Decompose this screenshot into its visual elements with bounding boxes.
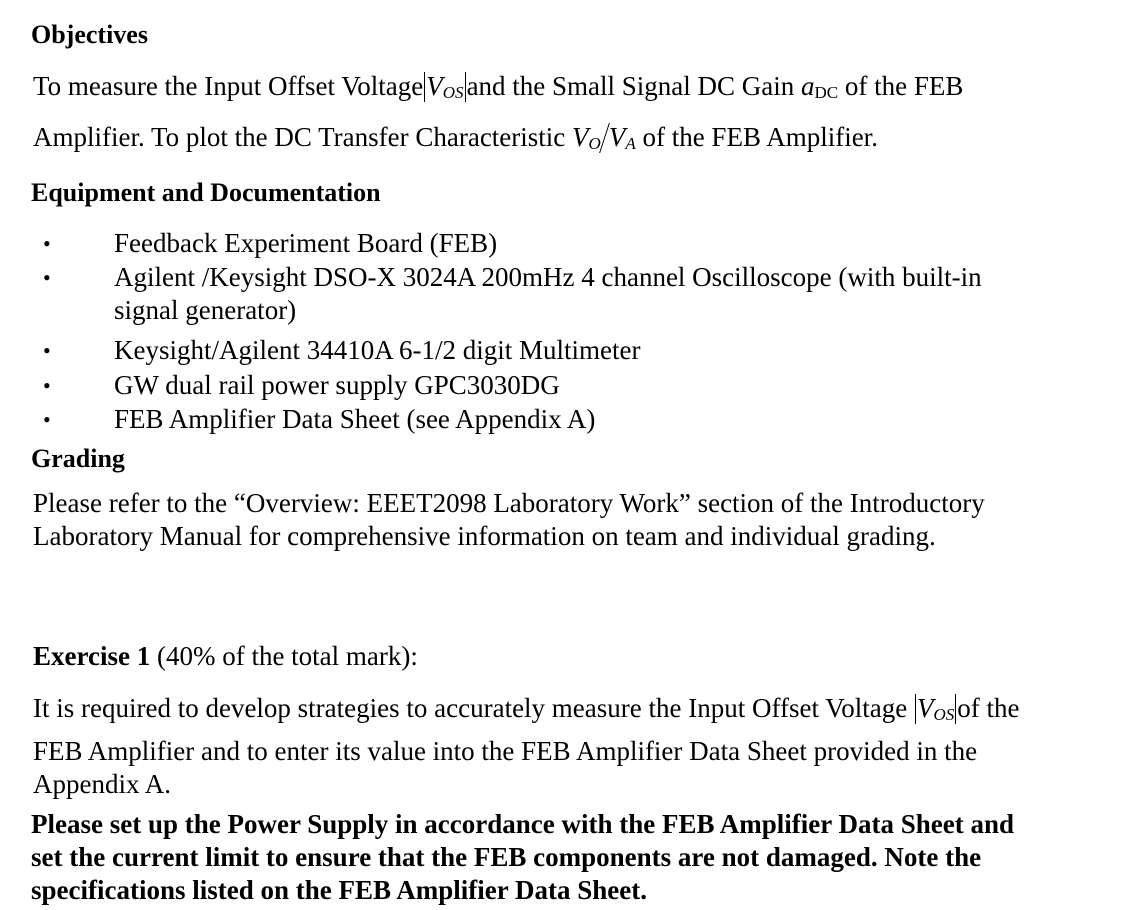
grading-heading: Grading bbox=[31, 444, 125, 473]
adc-symbol: a bbox=[801, 71, 815, 101]
exercise-1-label: Exercise 1 bbox=[33, 641, 151, 671]
vo-subscript: O bbox=[588, 134, 601, 153]
objectives-line-2 bbox=[33, 121, 878, 160]
grading-line: Please refer to the “Overview: EEET2098 Laboratory Work” section of the Introductory bbox=[33, 488, 985, 518]
objectives-heading: Objectives bbox=[31, 20, 148, 49]
abs-bar-right bbox=[465, 72, 466, 102]
objectives-text: of the FEB Amplifier. bbox=[642, 122, 878, 152]
vo-symbol: V bbox=[572, 122, 589, 152]
bullet-glyph: • bbox=[43, 231, 51, 256]
list-item-text: Feedback Experiment Board (FEB) bbox=[114, 228, 498, 258]
power-supply-note-line: Please set up the Power Supply in accordance with the FEB Amplifier Data Sheet and bbox=[31, 809, 1014, 839]
adc-subscript: DC bbox=[814, 83, 839, 102]
power-supply-note-line: set the current limit to ensure that the FEB components are not damaged. Note the bbox=[31, 842, 982, 872]
exercise-1-paragraph bbox=[33, 735, 977, 801]
abs-bar-left bbox=[915, 694, 916, 724]
objectives-text: To measure the Input Offset Voltage bbox=[33, 71, 424, 101]
exercise-1-line: FEB Amplifier and to enter its value into the FEB Amplifier Data Sheet provided in the bbox=[33, 736, 978, 766]
exercise-1-line-1 bbox=[33, 692, 1019, 731]
list-item-text: GW dual rail power supply GPC3030DG bbox=[114, 370, 560, 400]
vos-subscript: OS bbox=[933, 705, 955, 724]
equipment-heading: Equipment and Documentation bbox=[31, 178, 381, 207]
objectives-line-1 bbox=[33, 70, 963, 109]
vos-symbol: V bbox=[426, 71, 443, 101]
va-symbol: V bbox=[608, 122, 626, 152]
grading-paragraph bbox=[33, 487, 985, 553]
list-item-text: FEB Amplifier Data Sheet (see Appendix A) bbox=[114, 404, 596, 434]
exercise-1-title bbox=[33, 640, 418, 673]
exercise-1-weight: (40% of the total mark): bbox=[156, 641, 418, 671]
bullet-glyph: • bbox=[43, 407, 51, 432]
objectives-text: Amplifier. To plot the DC Transfer Characteristic bbox=[33, 122, 566, 152]
objectives-text: and the Small Signal DC Gain bbox=[466, 71, 795, 101]
bullet-glyph: • bbox=[43, 265, 51, 290]
vos-symbol: V bbox=[916, 693, 934, 723]
list-item-text: Keysight/Agilent 34410A 6-1/2 digit Multimeter bbox=[114, 335, 641, 365]
grading-line: Laboratory Manual for comprehensive information on team and individual grading. bbox=[33, 521, 936, 551]
exercise-1-text: of the bbox=[957, 693, 1020, 723]
exercise-1-text: It is required to develop strategies to accurately measure the Input Offset Voltage bbox=[33, 693, 908, 723]
bullet-glyph: • bbox=[43, 373, 51, 398]
va-subscript: A bbox=[625, 134, 636, 153]
vos-subscript: OS bbox=[442, 83, 464, 102]
power-supply-note-line: specifications listed on the FEB Amplifier Data Sheet. bbox=[31, 875, 647, 905]
list-item-text: Agilent /Keysight DSO-X 3024A 200mHz 4 channel Oscilloscope (with built-in bbox=[114, 262, 982, 292]
power-supply-note bbox=[31, 808, 1014, 907]
list-item-text: signal generator) bbox=[114, 295, 297, 325]
bullet-glyph: • bbox=[43, 338, 51, 363]
objectives-text: of the FEB bbox=[844, 71, 964, 101]
exercise-1-line: Appendix A. bbox=[33, 769, 171, 799]
